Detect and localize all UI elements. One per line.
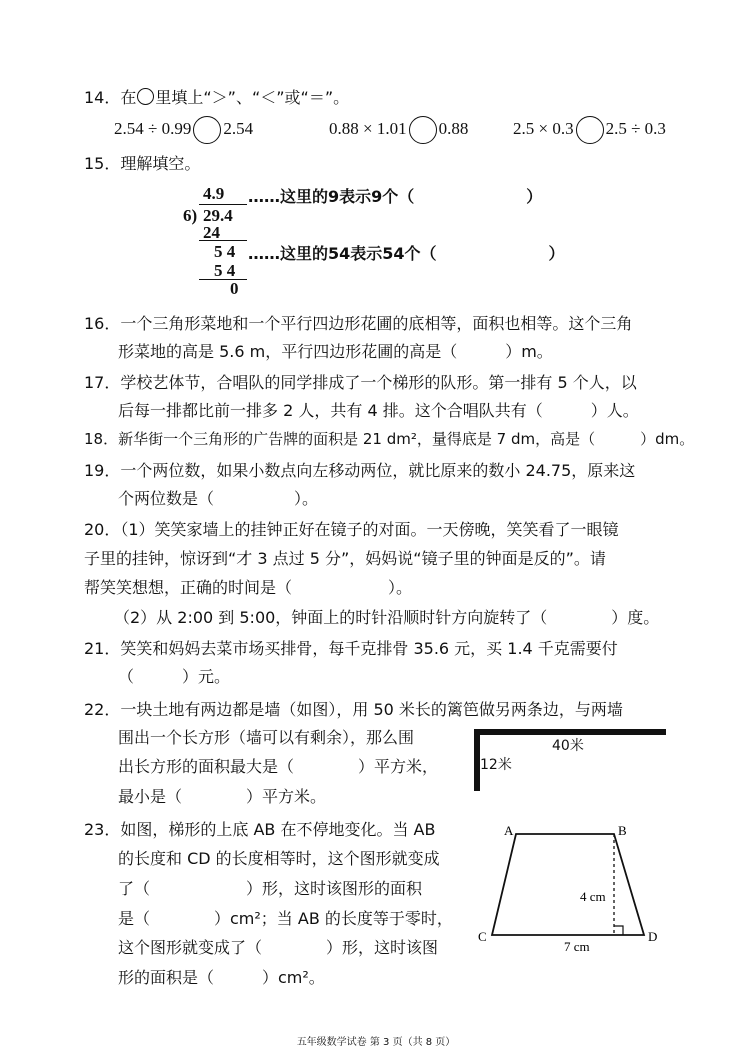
right-angle-mark: [614, 926, 623, 935]
q16-text-1: 一个三角形菜地和一个平行四边形花圃的底相等，面积也相等。这个三角: [120, 314, 633, 333]
q17-line-2: 后每一排都比前一排多 2 人，共有 4 排。这个合唱队共有（ ）人。: [118, 401, 639, 420]
q18-number: 18．: [84, 430, 119, 448]
q23-line-5: 这个图形就变成了（ ）形，这时该图: [118, 938, 439, 957]
q16-number: 16．: [84, 314, 121, 333]
division-line-1: [199, 240, 247, 241]
label-d: D: [648, 929, 658, 944]
comparison-circle[interactable]: [193, 116, 221, 144]
dividend: 29.4: [203, 206, 233, 225]
q14-expr-1-left: 2.54 ÷ 0.99: [114, 118, 192, 138]
q19-line-2: 个两位数是（ ）。: [118, 489, 319, 508]
q21-line-1: [84, 636, 618, 659]
q15-number: 15．: [84, 154, 121, 173]
division-bar: [199, 204, 247, 205]
q22-line-1: [84, 697, 623, 720]
note-1: [248, 184, 542, 207]
q14-expr-3: [513, 116, 666, 144]
q21-number: 21．: [84, 639, 121, 658]
note-2: [248, 241, 565, 264]
q14-expr-3-left: 2.5 × 0.3: [513, 118, 574, 138]
label-height: 4 cm: [580, 889, 606, 904]
q20-line-1: [84, 517, 619, 540]
wall-top-label: 40米: [552, 738, 584, 754]
q23-line-2: 的长度和 CD 的长度相等时，这个图形就变成: [118, 849, 440, 868]
q14-expr-2: [329, 116, 468, 144]
q23-line-3: 了（ ）形，这时该图形的面积: [118, 879, 423, 898]
division-line-2: [199, 279, 247, 280]
wall-figure: [474, 729, 666, 791]
q17-line-1: [84, 370, 637, 393]
q20-line-4: （2）从 2:00 到 5:00，钟面上的时针沿顺时针方向旋转了（ ）度。: [114, 608, 660, 627]
q14-expr-1-right: 2.54: [223, 118, 254, 138]
q21-line-2: （ ）元。: [118, 667, 231, 686]
q17-text-1: 学校艺体节，合唱队的同学排成了一个梯形的队形。第一排有 5 个人，以: [120, 373, 637, 392]
q23-line-6: 形的面积是（ ）cm²。: [118, 968, 325, 987]
q15-text: 理解填空。: [120, 154, 201, 173]
label-base: 7 cm: [564, 939, 590, 954]
q19-number: 19．: [84, 461, 121, 480]
note-1-end: ）: [526, 187, 543, 206]
division-step-2: 5 4: [214, 242, 236, 261]
note-1-text: ……这里的9表示9个（: [248, 187, 415, 206]
q22-text-1: 一块土地有两边都是墙（如图），用 50 米长的篱笆做另两条边，与两墙: [120, 700, 623, 719]
q14-number: 14．: [84, 88, 121, 107]
q15-prompt: [84, 151, 200, 174]
page-footer: 五年级数学试卷 第 3 页（共 8 页）: [296, 1037, 456, 1048]
q14-expr-1: [114, 116, 253, 144]
trapezoid-shape: [492, 834, 644, 935]
q21-text-1: 笑笑和妈妈去菜市场买排骨，每千克排骨 35.6 元，买 1.4 千克需要付: [120, 639, 618, 658]
q22-number: 22．: [84, 700, 121, 719]
wall-left-label: 12米: [480, 757, 512, 773]
q23-number: 23．: [84, 820, 121, 839]
q14-expr-2-right: 0.88: [438, 118, 469, 138]
q16-line-1: [84, 311, 632, 334]
label-c: C: [478, 929, 487, 944]
q20-text-1: （1）笑笑家墙上的挂钟正好在镜子的对面。一天傍晚，笑笑看了一眼镜: [120, 520, 619, 539]
quotient: 4.9: [203, 184, 225, 203]
q23-line-1: [84, 817, 435, 840]
note-2-text: ……这里的54表示54个（: [248, 244, 437, 263]
q22-line-2: 围出一个长方形（墙可以有剩余），那么围: [118, 728, 415, 747]
q20-number: 20．: [84, 520, 121, 539]
q23-line-4: 是（ ）cm²；当 AB 的长度等于零时，: [118, 909, 453, 928]
trapezoid-figure: [472, 820, 672, 955]
comparison-circle[interactable]: [576, 116, 604, 144]
division-step-3: 5 4: [214, 261, 236, 280]
q14-text-2: 里填上“＞”、“＜”或“＝”。: [155, 88, 350, 107]
label-a: A: [504, 823, 514, 838]
q22-line-3: 出长方形的面积最大是（ ）平方米，: [118, 757, 439, 776]
q23-text-1: 如图，梯形的上底 AB 在不停地变化。当 AB: [120, 820, 436, 839]
q17-number: 17．: [84, 373, 121, 392]
circle-icon: [137, 88, 154, 105]
q18-line-1: [84, 428, 694, 449]
q14-expr-3-right: 2.5 ÷ 0.3: [605, 118, 666, 138]
q19-text-1: 一个两位数，如果小数点向左移动两位，就比原来的数小 24.75，原来这: [120, 461, 636, 480]
q14-text: 在: [120, 88, 137, 107]
note-2-end: ）: [548, 244, 565, 263]
comparison-circle[interactable]: [409, 116, 437, 144]
q19-line-1: [84, 458, 635, 481]
label-b: B: [618, 823, 627, 838]
divisor: 6): [183, 206, 198, 225]
division-step-1: 24: [203, 223, 220, 242]
q18-text-1: 新华街一个三角形的广告牌的面积是 21 dm²，量得底是 7 dm，高是（ ）dm。: [118, 430, 695, 448]
q16-line-2: 形菜地的高是 5.6 m，平行四边形花圃的高是（ ）m。: [118, 342, 553, 361]
q14-expr-2-left: 0.88 × 1.01: [329, 118, 407, 138]
q20-line-2: 子里的挂钟，惊讶到“才 3 点过 5 分”，妈妈说“镜子里的钟面是反的”。请: [84, 549, 606, 568]
q22-line-4: 最小是（ ）平方米。: [118, 787, 327, 806]
q20-line-3: 帮笑笑想想，正确的时间是（ ）。: [84, 578, 413, 597]
q14-prompt: [84, 85, 349, 108]
division-remainder: 0: [230, 279, 239, 298]
